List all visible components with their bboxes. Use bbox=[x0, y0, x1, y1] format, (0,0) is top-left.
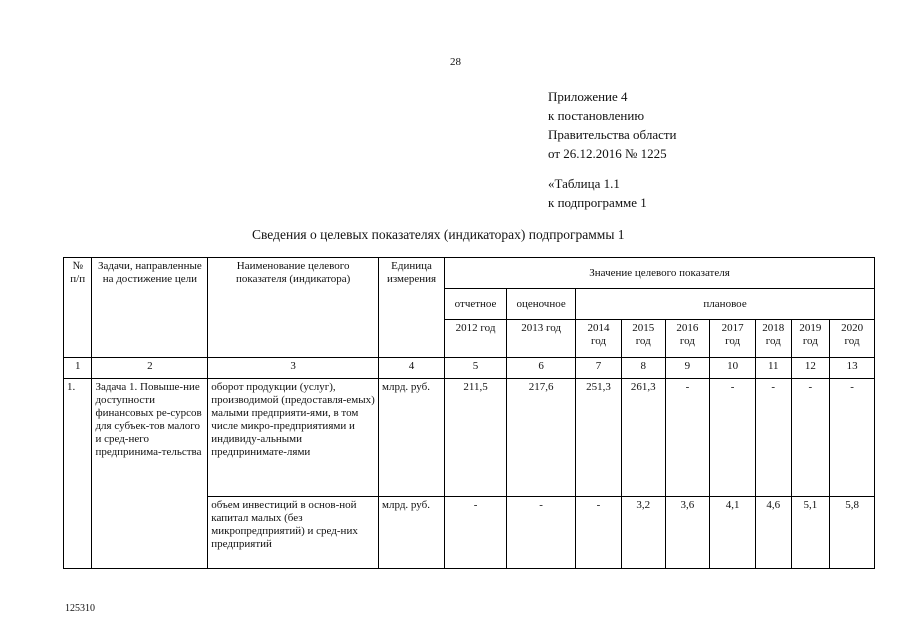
unit-cell: млрд. руб. bbox=[379, 379, 445, 497]
page-number: 28 bbox=[450, 56, 461, 68]
value-cell: 217,6 bbox=[507, 379, 576, 497]
header-year: 2013 год bbox=[507, 320, 576, 358]
header-year: 2016 год bbox=[665, 320, 710, 358]
value-cell: 4,1 bbox=[710, 497, 756, 569]
value-cell: 3,2 bbox=[621, 497, 665, 569]
table-ref-line: «Таблица 1.1 bbox=[548, 176, 620, 191]
column-number: 8 bbox=[621, 358, 665, 379]
value-cell: - bbox=[710, 379, 756, 497]
column-number: 4 bbox=[379, 358, 445, 379]
value-cell: - bbox=[445, 497, 507, 569]
header-year: 2018 год bbox=[755, 320, 791, 358]
column-number: 5 bbox=[445, 358, 507, 379]
value-cell: 5,1 bbox=[791, 497, 830, 569]
appendix-line: Приложение 4 bbox=[548, 89, 628, 104]
header-planned: плановое bbox=[576, 289, 875, 320]
column-number: 2 bbox=[92, 358, 208, 379]
row-num: 1. bbox=[64, 379, 92, 569]
header-unit: Единица измерения bbox=[379, 258, 445, 358]
value-cell: - bbox=[665, 379, 710, 497]
appendix-block bbox=[548, 87, 677, 163]
indicators-table bbox=[63, 257, 875, 569]
header-year: 2017 год bbox=[710, 320, 756, 358]
value-cell: 5,8 bbox=[830, 497, 875, 569]
value-cell: 261,3 bbox=[621, 379, 665, 497]
header-year: 2020 год bbox=[830, 320, 875, 358]
column-number: 10 bbox=[710, 358, 756, 379]
column-number: 11 bbox=[755, 358, 791, 379]
column-number: 6 bbox=[507, 358, 576, 379]
table-ref-line: к подпрограмме 1 bbox=[548, 195, 647, 210]
table-reference bbox=[548, 174, 647, 212]
header-indicator: Наименование целевого показателя (индикатора) bbox=[208, 258, 379, 358]
value-cell: - bbox=[755, 379, 791, 497]
document-title: Сведения о целевых показателях (индикаторах) подпрограммы 1 bbox=[252, 227, 625, 242]
appendix-line: к постановлению bbox=[548, 108, 645, 123]
header-year: 2012 год bbox=[445, 320, 507, 358]
column-number: 1 bbox=[64, 358, 92, 379]
task-cell: Задача 1. Повыше-ние доступности финансовых ре-сурсов для субъек-тов малого и сред-него предпринима-тельства bbox=[92, 379, 208, 569]
header-year: 2015 год bbox=[621, 320, 665, 358]
value-cell: 4,6 bbox=[755, 497, 791, 569]
column-number: 3 bbox=[208, 358, 379, 379]
header-year: 2019 год bbox=[791, 320, 830, 358]
header-reported: отчетное bbox=[445, 289, 507, 320]
value-cell: 211,5 bbox=[445, 379, 507, 497]
header-estimated: оценочное bbox=[507, 289, 576, 320]
unit-cell: млрд. руб. bbox=[379, 497, 445, 569]
value-cell: 251,3 bbox=[576, 379, 622, 497]
header-num: № п/п bbox=[64, 258, 92, 358]
column-number: 7 bbox=[576, 358, 622, 379]
column-number: 12 bbox=[791, 358, 830, 379]
value-cell: - bbox=[507, 497, 576, 569]
header-tasks: Задачи, направленные на достижение цели bbox=[92, 258, 208, 358]
footer-code: 125310 bbox=[65, 603, 95, 614]
value-cell: - bbox=[576, 497, 622, 569]
header-year: 2014 год bbox=[576, 320, 622, 358]
header-value: Значение целевого показателя bbox=[445, 258, 875, 289]
indicator-cell: объем инвестиций в основ-ной капитал малых (без микропредприятий) и сред-них предприятий bbox=[208, 497, 379, 569]
value-cell: - bbox=[791, 379, 830, 497]
appendix-line: Правительства области bbox=[548, 127, 677, 142]
appendix-line: от 26.12.2016 № 1225 bbox=[548, 146, 667, 161]
column-number: 9 bbox=[665, 358, 710, 379]
indicator-cell: оборот продукции (услуг), производимой (предоставля-емых) малыми предприяти-ями, в том числе микро-предприятиями и индивиду-альными предпринимате-лями bbox=[208, 379, 379, 497]
value-cell: 3,6 bbox=[665, 497, 710, 569]
column-number: 13 bbox=[830, 358, 875, 379]
value-cell: - bbox=[830, 379, 875, 497]
